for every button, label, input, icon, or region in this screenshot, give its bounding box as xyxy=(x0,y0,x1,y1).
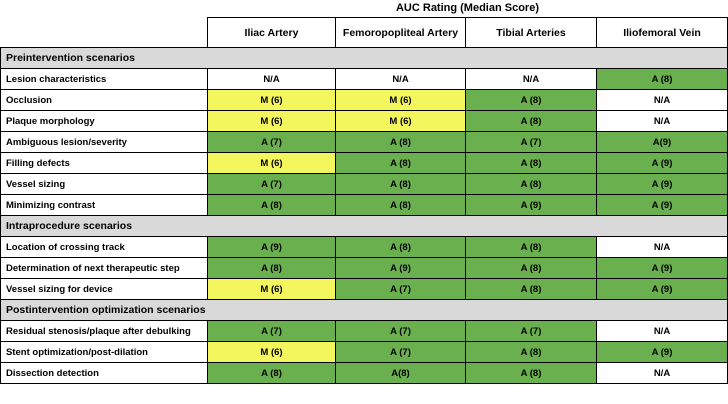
scenario-label: Location of crossing track xyxy=(1,237,208,258)
rating-cell: A (9) xyxy=(597,258,728,279)
scenario-label: Occlusion xyxy=(1,90,208,111)
scenario-label: Lesion characteristics xyxy=(1,69,208,90)
rating-cell: A (7) xyxy=(208,132,336,153)
table-row xyxy=(1,321,728,342)
column-group-title: AUC Rating (Median Score) xyxy=(395,2,539,14)
rating-cell: A (7) xyxy=(336,279,466,300)
rating-cell: A (8) xyxy=(336,237,466,258)
rating-cell: A (8) xyxy=(208,195,336,216)
rating-cell: A (8) xyxy=(466,111,597,132)
scenario-label: Vessel sizing for device xyxy=(1,279,208,300)
scenario-label: Plaque morphology xyxy=(1,111,208,132)
rating-cell: N/A xyxy=(208,69,336,90)
rating-cell: A (9) xyxy=(597,174,728,195)
table-row xyxy=(1,132,728,153)
table-row xyxy=(1,342,728,363)
section-title: Intraprocedure scenarios xyxy=(1,216,728,237)
rating-cell: A (8) xyxy=(466,279,597,300)
rating-cell: N/A xyxy=(597,111,728,132)
table-row xyxy=(1,174,728,195)
scenario-label: Filling defects xyxy=(1,153,208,174)
rating-cell: A (7) xyxy=(208,174,336,195)
rating-cell: A (8) xyxy=(336,174,466,195)
rating-cell: A (8) xyxy=(466,258,597,279)
scenario-label: Ambiguous lesion/severity xyxy=(1,132,208,153)
rating-cell: N/A xyxy=(597,321,728,342)
section-row xyxy=(1,216,728,237)
rating-cell: A (8) xyxy=(466,153,597,174)
rating-cell: M (6) xyxy=(208,279,336,300)
rating-cell: A (7) xyxy=(208,321,336,342)
scenario-label: Determination of next therapeutic step xyxy=(1,258,208,279)
rating-cell: A (8) xyxy=(597,69,728,90)
scenario-label: Minimizing contrast xyxy=(1,195,208,216)
rating-cell: A (8) xyxy=(336,195,466,216)
rating-cell: A (9) xyxy=(597,153,728,174)
table-row xyxy=(1,111,728,132)
rating-cell: N/A xyxy=(597,363,728,384)
rating-cell: A (8) xyxy=(208,363,336,384)
table-row xyxy=(1,69,728,90)
rating-cell: A (8) xyxy=(208,258,336,279)
rating-cell: N/A xyxy=(597,90,728,111)
column-header-iliac-artery: Iliac Artery xyxy=(208,18,336,48)
rating-cell: M (6) xyxy=(336,111,466,132)
section-title: Preintervention scenarios xyxy=(1,48,728,69)
rating-cell: A (8) xyxy=(466,174,597,195)
rating-cell: A (7) xyxy=(466,132,597,153)
table-row xyxy=(1,153,728,174)
rating-cell: A (7) xyxy=(466,321,597,342)
section-title: Postintervention optimization scenarios xyxy=(1,300,728,321)
column-header-tibial-arteries: Tibial Arteries xyxy=(466,18,597,48)
rating-cell: N/A xyxy=(466,69,597,90)
rating-cell: A (9) xyxy=(597,342,728,363)
rating-cell: A (8) xyxy=(466,342,597,363)
scenario-label: Stent optimization/post-dilation xyxy=(1,342,208,363)
rating-cell: A (8) xyxy=(466,237,597,258)
table-body xyxy=(1,48,728,384)
section-row xyxy=(1,300,728,321)
rating-cell: M (6) xyxy=(208,153,336,174)
scenario-label: Vessel sizing xyxy=(1,174,208,195)
column-header-femoropopliteal-artery: Femoropopliteal Artery xyxy=(336,18,466,48)
corner-cell xyxy=(1,18,208,48)
header-row xyxy=(1,18,728,48)
rating-cell: A (8) xyxy=(466,90,597,111)
rating-cell: A (8) xyxy=(336,132,466,153)
rating-cell: M (6) xyxy=(336,90,466,111)
table-row xyxy=(1,363,728,384)
auc-rating-table xyxy=(0,17,728,384)
rating-cell: N/A xyxy=(336,69,466,90)
rating-cell: A (9) xyxy=(336,258,466,279)
section-row xyxy=(1,48,728,69)
column-header-iliofemoral-vein: Iliofemoral Vein xyxy=(597,18,728,48)
table-row xyxy=(1,237,728,258)
rating-cell: A (9) xyxy=(466,195,597,216)
rating-cell: M (6) xyxy=(208,342,336,363)
rating-cell: A (9) xyxy=(597,195,728,216)
rating-cell: N/A xyxy=(597,237,728,258)
rating-cell: A (9) xyxy=(597,279,728,300)
scenario-label: Dissection detection xyxy=(1,363,208,384)
table-row xyxy=(1,195,728,216)
scenario-label: Residual stenosis/plaque after debulking xyxy=(1,321,208,342)
table-row xyxy=(1,90,728,111)
rating-cell: A (9) xyxy=(208,237,336,258)
rating-cell: A (7) xyxy=(336,321,466,342)
rating-cell: A (8) xyxy=(336,153,466,174)
rating-cell: A (7) xyxy=(336,342,466,363)
table-row xyxy=(1,279,728,300)
rating-cell: M (6) xyxy=(208,111,336,132)
rating-cell: A(9) xyxy=(597,132,728,153)
rating-cell: M (6) xyxy=(208,90,336,111)
rating-cell: A (8) xyxy=(466,363,597,384)
rating-cell: A(8) xyxy=(336,363,466,384)
table-row xyxy=(1,258,728,279)
